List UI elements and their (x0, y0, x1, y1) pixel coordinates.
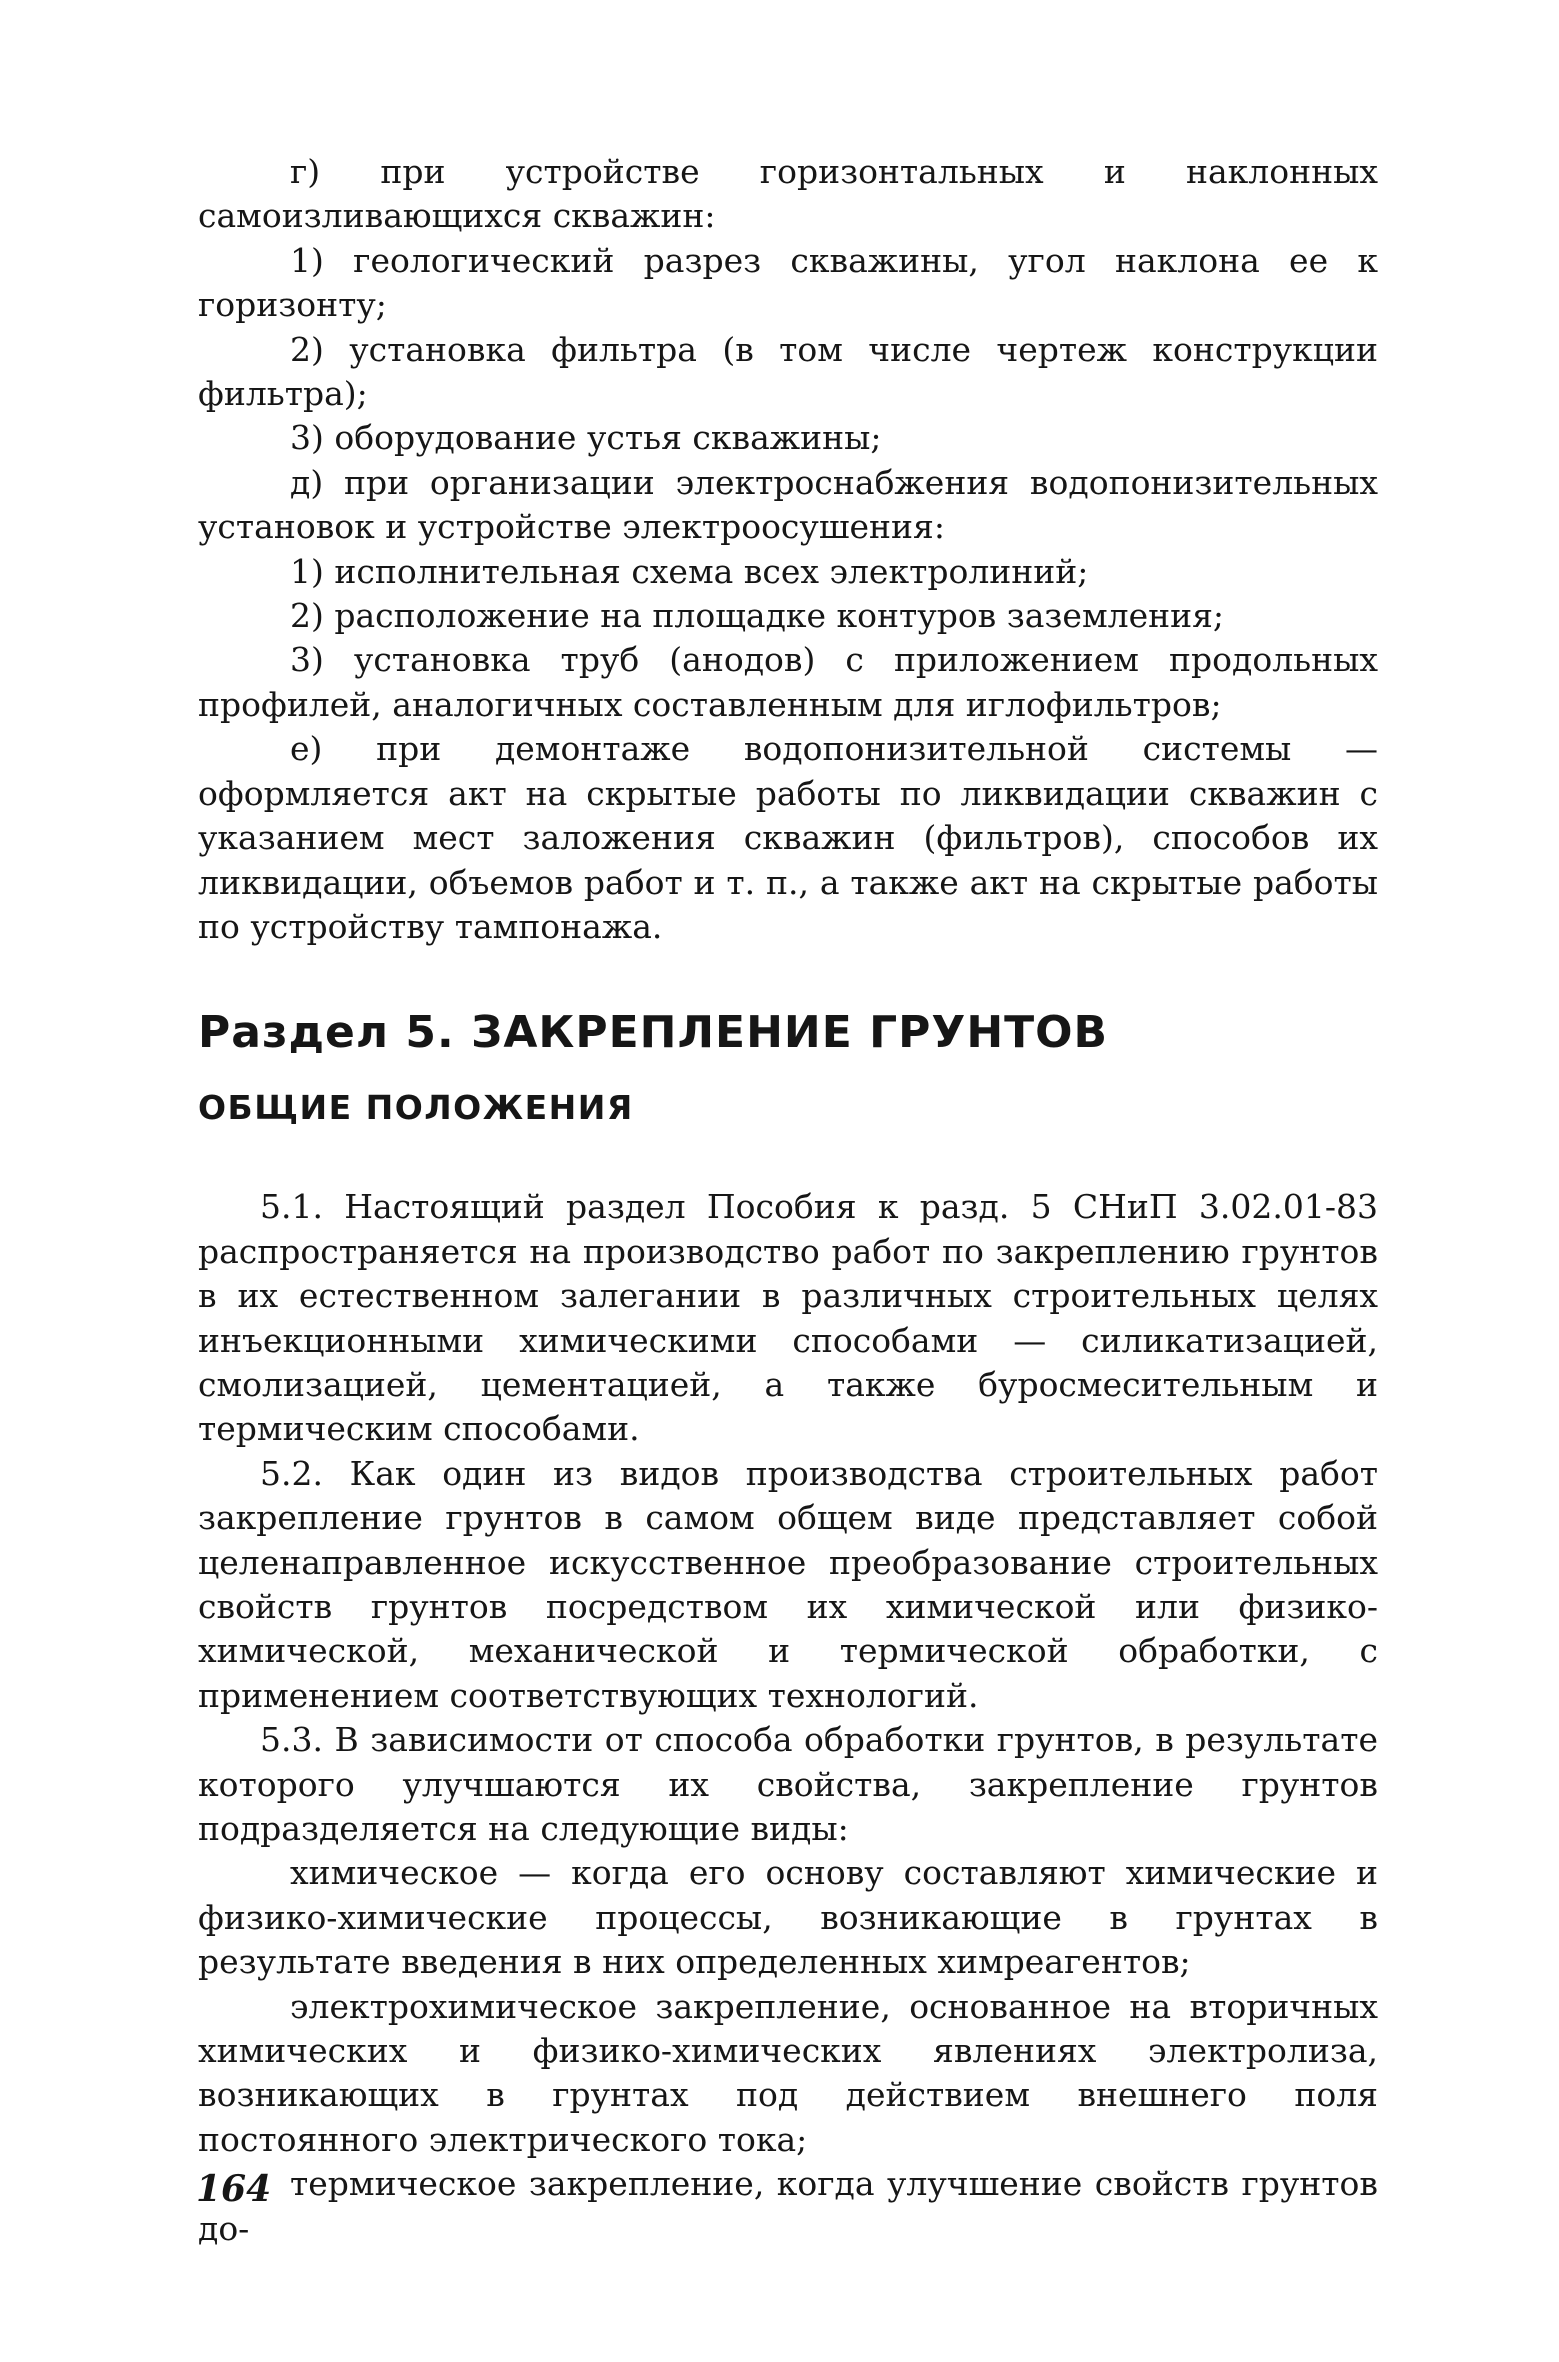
paragraph-5-2: 5.2. Как один из видов производства строительных работ закрепление грунтов в самом общем виде представляет собой целенаправленное искусственное преобразование строительных свойств грунтов посредством их химической или физико-химической, механической и термической обработки, с применением соответствующих технологий. (198, 1453, 1378, 1715)
paragraph-electrochemical: электрохимическое закрепление, основанное на вторичных химических и физико-химических явлениях электролиза, возникающих в грунтах под действием внешнего поля постоянного электрического тока; (198, 1986, 1378, 2159)
list-item-d2: 2) расположение на площадке контуров заземления; (290, 596, 1225, 636)
document-page (198, 150, 1378, 2251)
subsection-title: ОБЩИЕ ПОЛОЖЕНИЯ (198, 1088, 634, 1128)
paragraph-thermal: термическое закрепление, когда улучшение свойств грунтов до- (198, 2164, 1378, 2248)
paragraph-g: г) при устройстве горизонтальных и наклонных самоизливающихся скважин: (198, 152, 1378, 236)
list-item-d3: 3) установка труб (анодов) с приложением продольных профилей, аналогичных составленным для иглофильтров; (198, 640, 1378, 724)
paragraph-5-1: 5.1. Настоящий раздел Пособия к разд. 5 СНиП 3.02.01-83 распространяется на производство работ по закреплению грунтов в их естественном залегании в различных строительных целях инъекционными химическими способами — силикатизацией, смолизацией, цементацией, а также буросмесительным и термическим способами. (198, 1187, 1378, 1449)
list-item-g3: 3) оборудование устья скважины; (290, 418, 882, 458)
list-item-g1: 1) геологический разрез скважины, угол наклона ее к горизонту; (198, 240, 1378, 325)
page-number: 164 (196, 2168, 272, 2210)
paragraph-d: д) при организации электроснабжения водопонизительных установок и устройстве электроосушения: (198, 462, 1378, 547)
section-title: Раздел 5. ЗАКРЕПЛЕНИЕ ГРУНТОВ (198, 1007, 1109, 1059)
paragraph-chemical: химическое — когда его основу составляют химические и физико-химические процессы, возникающие в грунтах в результате введения в них определенных химреагентов; (198, 1853, 1378, 1982)
list-item-d1: 1) исполнительная схема всех электролиний; (290, 551, 1089, 591)
paragraph-e: е) при демонтаже водопонизительной системы — оформляется акт на скрытые работы по ликвидации скважин с указанием мест заложения скважин (фильтров), способов их ликвидации, объемов работ и т. п., а также акт на скрытые работы по устройству тампонажа. (198, 729, 1378, 946)
paragraph-5-3: 5.3. В зависимости от способа обработки грунтов, в результате которого улучшаются их свойства, закрепление грунтов подразделяется на следующие виды: (198, 1720, 1378, 1848)
list-item-g2: 2) установка фильтра (в том числе чертеж конструкции фильтра); (198, 329, 1378, 414)
